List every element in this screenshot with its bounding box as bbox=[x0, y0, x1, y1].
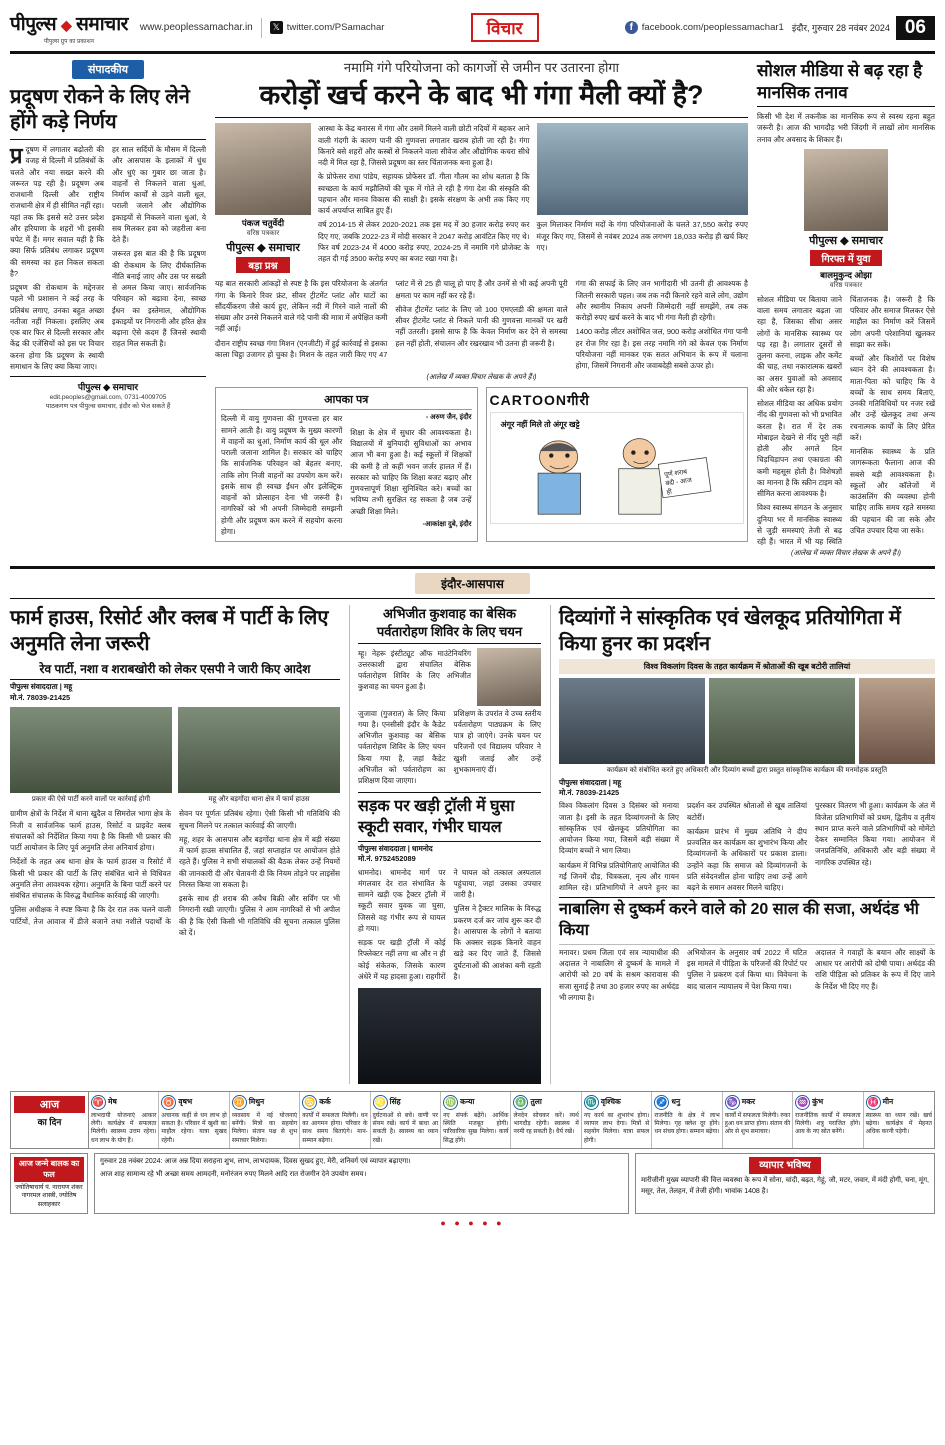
zodiac-scorpio-icon: ♏ bbox=[584, 1095, 599, 1110]
abhijeet-body bbox=[358, 708, 541, 787]
publication-logo bbox=[10, 10, 128, 45]
rule bbox=[358, 841, 541, 842]
panchang-line-1: गुरुवार 28 नवंबर 2024: आज अन्न दिया सराहना शुभ, लाभ, लाभदायक, दिवस सुखद हुए, मेरी, शनिवर्ग एवं व्यापार बढ़ाएगा। bbox=[100, 1158, 411, 1166]
zodiac-gemini-icon: ♊ bbox=[232, 1095, 247, 1110]
lead-top-row bbox=[215, 123, 748, 274]
divyang-headline: दिव्यांगों ने सांस्कृतिक एवं खेलकूद प्रतियोगिता में किया हुनर का प्रदर्शन bbox=[559, 607, 901, 656]
editorial-body bbox=[10, 144, 206, 372]
zodiac-label: वृषभ bbox=[178, 1097, 193, 1107]
right-headline: सोशल मीडिया से बढ़ रहा है मानसिक तनाव bbox=[757, 61, 923, 103]
middle-column bbox=[349, 605, 541, 1083]
svg-text:पूर्ण शराब: पूर्ण शराब bbox=[663, 468, 688, 480]
divyang-body bbox=[559, 800, 935, 893]
letter-1-sign: - अरुण जैन, इंदौर bbox=[425, 414, 472, 422]
abhijeet-photo bbox=[477, 648, 541, 706]
lead-para-3: कुल मिलाकर निर्माण मदों के गंगा परियोजनाओं के चलते 37,550 करोड़ रुपए मंजूर किए गए, जिसमें से नवंबर 2024 तक लगभग 18,033 करोड़ ही खर्च किए गए। bbox=[536, 220, 748, 252]
divyang-photo-2 bbox=[709, 678, 855, 764]
right-body-top bbox=[757, 111, 935, 145]
court-headline: नाबालिग से दुष्कर्म करने वाले को 20 साल की सजा, अर्थदंड भी किया bbox=[559, 901, 919, 940]
rule bbox=[10, 139, 206, 140]
lead-col-b bbox=[537, 219, 749, 253]
scooty-headline: सड़क पर खड़ी ट्रॉली में घुसा स्कूटी सवार, गंभीर घायल bbox=[358, 798, 515, 837]
zodiac-text: लाभदायी योजनाएं आकार लेंगी। कार्यक्षेत्र में सफलता मिलेगी। स्वास्थ्य उत्तम रहेगा। धन लाभ के योग हैं। bbox=[91, 1112, 157, 1144]
river-photo bbox=[537, 123, 749, 215]
lead-body-lower bbox=[215, 278, 748, 371]
right-para-2: सोशल मीडिया का अधिक प्रयोग नींद की गुणवत्ता को भी प्रभावित करता है। रात में देर तक मोबाइल देखने से नींद पूरी नहीं होती और अगले दिन चिड़चिड़ापन तथा एकाग्रता की कमी महसूस होती है। विशेषज्ञों का मानना है कि स्क्रीन टाइम को सीमित करना आवश्यक है। bbox=[757, 399, 842, 499]
cartoon-box bbox=[486, 387, 749, 542]
rule bbox=[559, 944, 935, 945]
zodiac-aquarius-icon: ♒ bbox=[795, 1095, 810, 1110]
farmhouse-phone: मो.नं. 78039-21425 bbox=[10, 692, 71, 702]
divyang-deck: विश्व विकलांग दिवस के तहत कार्यक्रम में श्रोताओं की खूब बटोरी तालियां bbox=[559, 659, 935, 674]
right-author-tag: गिरफ्त में युवा bbox=[810, 250, 883, 266]
lead-para-0: आस्था के केंद्र बनारस में गंगा और उसमें मिलने वाली छोटी नदियों में बहकर आने वाली गंदगी के कारण पानी की गुणवत्ता लगातार खराब होती जा रही है। गंगा किनारे बसे शहरों और कस्बों से निकलने वाला सीवेज और औद्योगिक कचरा सीधे नदी में मिल रहा है, जिससे प्रदूषण का स्तर चिंताजनक बना हुआ है। bbox=[318, 124, 530, 168]
farmhouse-para-4: इसके साथ ही शराब की अवैध बिक्री और सर्विंग पर भी निगरानी रखी जाएगी। पुलिस ने आम नागरिकों से भी अपील की है कि ऐसी किसी भी गतिविधि की सूचना तत्काल पुलिस को दें। bbox=[179, 894, 340, 937]
website-url[interactable]: www.peoplessamachar.in bbox=[139, 22, 253, 33]
divyang-para-1: कार्यक्रम में विभिन्न प्रतियोगिताएं आयोजित की गईं जिनमें दौड़, चित्रकला, नृत्य और गायन शामिल रहे। प्रतिभागियों ने अपने हुनर का प्रदर्शन कर उपस्थित श्रोताओं से खूब तालियां बटोरीं। bbox=[559, 801, 807, 892]
abhijeet-headline: अभिजीत कुशवाह का बेसिक पर्वतारोहण शिविर के लिए चयन bbox=[376, 606, 523, 639]
farmhouse-story bbox=[10, 605, 340, 1083]
rule bbox=[559, 897, 935, 898]
scooty-para-0: धामनोद। धामनोद मार्ग पर मंगलवार देर रात संभावित के सामने खड़ी एक ट्रैक्टर ट्रॉली में स्कूटी सवार युवक जा घुसा, जिससे वह गंभीर रूप से घायल हो गया। bbox=[358, 867, 446, 933]
editorial-para-2: हर साल सर्दियों के मौसम में दिल्ली और आसपास के इलाकों में धुंध और धुएं का गुबार छा जाता है। वाहनों से निकलने वाला धुआं, निर्माण कार्यों से उड़ने वाली धूल, पराली जलाने और औद्योगिक इकाइयों से निकलने वाला धुआं, ये सब मिलकर हवा को जहरीला बना देते हैं। bbox=[112, 145, 206, 244]
horoscope-header bbox=[11, 1092, 89, 1149]
lead-photo-block bbox=[537, 123, 749, 274]
letter-2: शिक्षा के क्षेत्र में सुधार की आवश्यकता है। विद्यालयों में बुनियादी सुविधाओं का अभाव आज भी बना हुआ है। कई स्कूलों में शिक्षकों की कमी है तो कहीं भवन जर्जर हालत में हैं। सरकार को चाहिए कि शिक्षा बजट बढ़ाए और गुणवत्तापूर्ण शिक्षा सुनिश्चित करे। बच्चों का भविष्य तभी सुरक्षित रह सकता है जब उन्हें अच्छी शिक्षा मिले। bbox=[350, 427, 472, 516]
right-body bbox=[757, 294, 935, 548]
rule bbox=[10, 679, 340, 680]
section-title: इंदौर-आसपास bbox=[415, 573, 530, 594]
zodiac-capricorn-icon: ♑ bbox=[725, 1095, 740, 1110]
letters-box bbox=[215, 387, 478, 542]
right-para-0: किसी भी देश में तकनीक का मानसिक रूप से स्वस्थ रहना बहुत जरूरी है। आज की भागदौड़ भरी जिंदगी में लाखों लोग मानसिक तनाव और अवसाद के शिकार हैं। bbox=[757, 112, 935, 144]
editorial-headline: प्रदूषण रोकने के लिए लेने होंगे कड़े निर्णय bbox=[10, 86, 190, 133]
farmhouse-photo-left bbox=[10, 707, 172, 793]
letter-1: दिल्ली में वायु गुणवत्ता की गुणवत्ता हर बार सामने आती है। वायु प्रदूषण के मुख्य कारणों में वाहनों का धुआं, निर्माण कार्य की धूल और पराली जलाना शामिल है। सरकार को चाहिए कि सार्वजनिक परिवहन को बेहतर बनाए, ताकि लोग निजी वाहनों का उपयोग कम करें। इसके साथ ही स्वच्छ ईंधन और इलेक्ट्रिक वाहनों को प्रोत्साहन देना भी जरूरी है। नागरिकों को भी अपनी जिम्मेदारी समझनी होगी और प्रदूषण कम करने में सहयोग करना होगा। bbox=[221, 414, 343, 536]
lead-col-a bbox=[318, 123, 530, 274]
farmhouse-caption-right: महू और बड़गोंदा थाना क्षेत्र में फार्म हाउस bbox=[208, 796, 310, 804]
twitter-handle: twitter.com/PSamachar bbox=[286, 22, 385, 33]
right-author-byline bbox=[757, 233, 935, 290]
zodiac-leo-icon: ♌ bbox=[373, 1095, 388, 1110]
cartoon-image bbox=[490, 412, 745, 524]
author-byline bbox=[215, 217, 311, 274]
zodiac-text: नए कार्य का शुभारंभ होगा। व्यापार लाभ देगा। मित्रों से सहयोग मिलेगा। यात्रा सफल होगी। bbox=[583, 1112, 650, 1144]
zodiac-label: धनु bbox=[671, 1097, 681, 1107]
footer-dots: ● ● ● ● ● bbox=[440, 1217, 505, 1228]
lead-para-7: गंगा की सफाई के लिए जन भागीदारी भी उतनी ही आवश्यक है जितनी सरकारी पहल। जब तक नदी किनारे रहने वाले लोग, उद्योग और स्थानीय निकाय अपनी जिम्मेदारी नहीं समझेंगे, तब तक करोड़ों रुपए खर्च करने के बाद भी गंगा मैली ही रहेगी। bbox=[575, 279, 748, 323]
dateline-group bbox=[792, 16, 935, 40]
farmhouse-para-3: महू, शहर के आसपास और बड़गोंदा थाना क्षेत्र में बड़ी संख्या में फार्म हाउस संचालित हैं, जहां सप्ताहांत पर आयोजन होते रहते हैं। पुलिस ने सभी संचालकों की बैठक लेकर उन्हें नियमों की जानकारी दी और चेतावनी दी कि नियम तोड़ने पर लाइसेंस निरस्त किया जा सकता है। bbox=[179, 834, 340, 889]
abhijeet-para-2: प्रशिक्षण के उपरांत वे उच्च स्तरीय पर्वतारोहण पाठ्यक्रम के लिए पात्र हो जाएंगे। उनके चयन पर परिजनों एवं विद्यालय परिवार ने खुशी जताई और उन्हें शुभकामनाएं दीं। bbox=[453, 708, 541, 774]
zodiac-label: मीन bbox=[882, 1097, 894, 1107]
horoscope-item bbox=[511, 1092, 581, 1149]
birth-box-title: आज जन्मे बालक का फल bbox=[14, 1157, 84, 1181]
court-body bbox=[559, 947, 935, 1003]
zodiac-text: राजनीति के क्षेत्र में लाभ मिलेगा। गृह क्लेश दूर होंगे। धन संचय होगा। सम्मान बढ़ेगा। bbox=[654, 1112, 720, 1136]
zodiac-label: तुला bbox=[530, 1097, 542, 1107]
zodiac-taurus-icon: ♉ bbox=[161, 1095, 176, 1110]
logo-star-icon: ◆ bbox=[60, 17, 72, 33]
horoscope-item bbox=[441, 1092, 511, 1149]
market-forecast bbox=[635, 1153, 935, 1213]
lead-para-2: वर्ष 2014-15 से लेकर 2020-2021 तक इस मद में 30 हजार करोड़ रुपए कर दिए गए, जबकि 2022-23 में मोदी सरकार ने 2047 करोड़ आवंटित किए गए थे। फिर वर्ष 2023-24 में 4000 करोड़ रुपए, 2024-25 में नमामि गंगे प्रोजेक्ट के तहत दी गई 3500 करोड़ रुपए का बजट रखा गया है। bbox=[318, 220, 530, 264]
author-logo: पीपुल्स ◆ समाचार bbox=[226, 242, 300, 255]
svg-text:बंदी - आज: बंदी - आज bbox=[664, 477, 692, 488]
horoscope-item bbox=[723, 1092, 793, 1149]
editorial-column bbox=[10, 60, 206, 558]
farmhouse-para-1: निर्देशों के तहत अब थाना क्षेत्र के फार्म हाउस व रिसोर्ट में किसी भी प्रकार की पार्टी के लिए संबंधित थाने से विधिवत अनुमति लेना आवश्यक रहेगा। अनुमति के बिना पार्टी करने पर संबंधित संचालक के विरुद्ध वैधानिक कार्रवाई की जाएगी। bbox=[10, 857, 171, 900]
divyang-para-3: पुरस्कार वितरण भी हुआ। कार्यक्रम के अंत में विजेता प्रतिभागियों को प्रथम, द्वितीय व तृतीय स्थान प्राप्त करने वाले प्रतिभागियों को मोमेंटो देकर सम्मानित किया गया। आयोजन में जनप्रतिनिधि, अधिकारी और बड़ी संख्या में नागरिक उपस्थित रहे। bbox=[815, 801, 935, 867]
zodiac-label: कन्या bbox=[460, 1097, 475, 1107]
lead-headline: करोड़ों खर्च करने के बाद भी गंगा मैली क्यों है? bbox=[259, 79, 704, 110]
editorial-para-3: जरूरत इस बात की है कि प्रदूषण की रोकथाम के लिए दीर्घकालिक नीति बनाई जाए और उस पर सख्ती से अमल किया जाए। सार्वजनिक परिवहन को बढ़ावा देना, स्वच्छ ईंधन का इस्तेमाल, औद्योगिक इकाइयों पर निगरानी और हरित क्षेत्र बढ़ाना ऐसे कदम हैं जिनसे स्थायी राहत मिल सकती है। bbox=[112, 249, 206, 349]
zodiac-label: कुंभ bbox=[812, 1097, 824, 1107]
scooty-para-2: पुलिस ने ट्रैक्टर मालिक के विरुद्ध प्रकरण दर्ज कर जांच शुरू कर दी है। आसपास के लोगों ने बताया कि अक्सर सड़क किनारे वाहन खड़े कर दिए जाते हैं, जिससे दुर्घटनाओं की आशंका बनी रहती है। bbox=[453, 904, 541, 981]
divyang-para-2: कार्यक्रम प्रारंभ में मुख्य अतिथि ने दीप प्रज्वलित कर कार्यक्रम का शुभारंभ किया और दिव्यांगजनों के अधिकारों पर प्रकाश डाला। उन्होंने कहा कि समाज को दिव्यांगजनों के प्रति संवेदनशील होना चाहिए तथा उन्हें आगे बढ़ने के समान अवसर मिलने चाहिए। bbox=[687, 826, 807, 892]
zodiac-label: सिंह bbox=[389, 1097, 401, 1107]
horoscope-cells bbox=[89, 1092, 934, 1149]
author-photo bbox=[215, 123, 311, 215]
abhijeet-col-a bbox=[358, 648, 471, 706]
divider bbox=[261, 18, 262, 38]
lead-para-8: 1400 करोड़ लीटर अशोधित जल, 900 करोड़ अशोधित गंगा पानी हर रोज गिर रहा है। इस तरह नमामि गंगे को केवल एक निर्माण परियोजना नहीं मानकर एक सतत अभियान के रूप में चलाना होगा, जिसमें निगरानी और जवाबदेही सबसे ऊपर हो। bbox=[575, 327, 748, 371]
facebook-icon: f bbox=[625, 21, 638, 34]
lead-para-6: सीवेज ट्रीटमेंट प्लांट के लिए जो 100 एमएलडी की क्षमता वाले सीवर ट्रीटमेंट प्लांट से निकले पानी की गुणवत्ता मानकों पर खरी नहीं उतरती। इससे साफ है कि केवल निर्माण कर देने से समस्या हल नहीं होती, संचालन और रखरखाव भी उतना ही जरूरी है। bbox=[395, 304, 568, 348]
zodiac-virgo-icon: ♍ bbox=[443, 1095, 458, 1110]
birth-box bbox=[10, 1153, 88, 1213]
court-para-2: अदालत ने गवाहों के बयान और साक्ष्यों के आधार पर आरोपी को दोषी पाया। अर्थदंड की राशि पीड़िता को प्रतिकर के रूप में दिए जाने के निर्देश भी दिए गए हैं। bbox=[815, 947, 935, 991]
twitter-link[interactable] bbox=[270, 21, 385, 34]
zodiac-text: स्वास्थ्य का ध्यान रखें। खर्च बढ़ेगा। कार्यक्षेत्र में मेहनत अधिक करनी पड़ेगी। bbox=[865, 1112, 932, 1136]
zodiac-text: अचानक कहीं से धन लाभ हो सकता है। परिवार में खुशी का माहौल रहेगा। यात्रा सुखद रहेगी। bbox=[161, 1112, 227, 1144]
zodiac-text: राजनीतिक कार्यों में सफलता मिलेगी। शत्रु पराजित होंगे। आय के नए स्रोत बनेंगे। bbox=[795, 1112, 861, 1136]
right-credit: (आलेख में व्यक्त विचार लेखक के अपने हैं।) bbox=[791, 550, 901, 558]
page-number: 06 bbox=[896, 16, 935, 40]
contact-email[interactable]: edit.peoples@gmail.com, 0731-4009705 bbox=[49, 394, 167, 401]
contact-note: पाठकगण पत्र पीपुल्स समाचार, इंदौर को भेज सकते हैं bbox=[45, 403, 171, 411]
logo-text-1: पीपुल्स bbox=[10, 14, 57, 35]
horoscope-item bbox=[864, 1092, 934, 1149]
divyang-phone: मो.नं. 78039-21425 bbox=[559, 787, 620, 797]
abhijeet-para-0: म्हू। नेहरू इंस्टीट्यूट ऑफ माउंटेनियरिंग उत्तरकाशी द्वारा संचालित बेसिक पर्वतारोहण शिविर के लिए अभिजीत कुशवाह का चयन हुआ है। bbox=[358, 648, 471, 692]
scooty-para-1: सड़क पर खड़ी ट्रॉली में कोई रिफ्लेक्टर नहीं लगा था और न ही कोई संकेतक, जिसके कारण अंधेरे में यह हादसा हुआ। राहगीरों ने घायल को तत्काल अस्पताल पहुंचाया, जहां उसका उपचार जारी है। bbox=[358, 867, 541, 981]
abhijeet-para-1: जुजावा (गुजरात) के लिए किया गया है। एनसीसी इंदौर के कैडेट अभिजीत कुशवाह का बेसिक पर्वतारोहण शिविर के लिए चयन किया गया है, जहां कैडेट अभिजीत को पर्वतारोहण का प्रशिक्षण दिया जाएगा। bbox=[358, 708, 446, 786]
farmhouse-caption-left: प्रकार की ऐसे पार्टी करने वालों पर कार्रवाई होगी bbox=[31, 796, 151, 804]
farmhouse-correspondent-name: पीपुल्स संवाददाता | महू bbox=[10, 682, 73, 692]
editorial-tag-wrap bbox=[10, 60, 206, 79]
twitter-icon: 𝕏 bbox=[270, 21, 283, 34]
editorial-para-0: प्रदूषण में लगातार बढ़ोतरी की वजह से दिल्ली में प्रतिबंधों के चलते और नया सख्त करने की जरूरत पड़ रही है। प्रदूषण अब राजधानी दिल्ली और राष्ट्रीय राजधानी क्षेत्र में ही सीमित नहीं रहा। यहां तक कि इससे सटे उत्तर प्रदेश और हरियाणा के शहरों भी इसकी चपेट में हैं। मगर सवाल यही है कि क्या सिर्फ प्रतिबंध लगाकर प्रदूषण की समस्या का हल निकल सकता है? bbox=[10, 143, 104, 278]
horoscope-item bbox=[371, 1092, 441, 1149]
market-text: मारीजीनी मुख्य व्यापारी की वित्त व्यवस्था के रूप में सोना, चांदी, बढ़त, गेहूं, जौ, मटर, जवार, में मंदी होगी, चना, मूंग, मसूर, तेल, तेलहन, में तेजी होगी। भावांक 1408 है। bbox=[641, 1177, 929, 1195]
letters-title: आपका पत्र bbox=[221, 392, 472, 410]
rule bbox=[358, 792, 541, 793]
right-para-5: मानसिक स्वास्थ्य के प्रति जागरूकता फैलाना आज की सबसे बड़ी आवश्यकता है। स्कूलों और कॉलेजों में काउंसलिंग की व्यवस्था होनी चाहिए ताकि समय रहते समस्या की पहचान की जा सके और उचित उपचार दिया जा सके। bbox=[850, 447, 935, 535]
zodiac-cancer-icon: ♋ bbox=[302, 1095, 317, 1110]
court-para-1: अभियोजन के अनुसार वर्ष 2022 में घटित इस मामले में पीड़िता के परिजनों की रिपोर्ट पर पुलिस ने प्रकरण दर्ज किया था। विवेचना के बाद चालान न्यायालय में पेश किया गया। bbox=[687, 947, 807, 991]
farmhouse-para-0: ग्रामीण क्षेत्रों के निर्देश में थाना खुदैल व सिमरोल भागा क्षेत्र के निजी व सार्वजनिक फार्म हाउस, रिसोर्ट व प्राइवेट क्लब संचालकों को निर्देशित किया गया है कि किसी भी प्रकार की पार्टी आयोजन के लिए पूर्व अनुमति लेना अनिवार्य होगा। bbox=[10, 809, 171, 852]
divyang-photo-1 bbox=[559, 678, 705, 764]
rule bbox=[358, 643, 541, 644]
right-para-4: बच्चों और किशोरों पर विशेष ध्यान देने की आवश्यकता है। माता-पिता को चाहिए कि वे बच्चों के साथ समय बिताएं, उनकी गतिविधियों पर नजर रखें और उन्हें खेलकूद तथा अन्य रचनात्मक कार्यों के लिए प्रेरित करें। bbox=[850, 354, 935, 442]
letters-cartoon-row bbox=[215, 382, 748, 542]
horoscope-item bbox=[793, 1092, 863, 1149]
farmhouse-headline: फार्म हाउस, रिसोर्ट और क्लब में पार्टी के लिए अनुमति लेना जरूरी bbox=[10, 607, 329, 656]
lead-kicker: नमामि गंगे परियोजना को कागजों से जमीन पर उतारना होगा bbox=[343, 60, 620, 75]
right-author-logo: पीपुल्स ◆ समाचार bbox=[809, 234, 883, 247]
lead-para-5: दौरान राष्ट्रीय स्वच्छ गंगा मिशन (एनजीटी) में हुई कार्रवाई से इसका काला चिट्ठा उजागर हो चुका है। मिशन के तहत जारी किए गए 47 प्लांट में से 25 ही चालू हो पाए हैं और उनमें से भी कई अपनी पूरी क्षमता पर काम नहीं कर रहे हैं। bbox=[215, 279, 568, 359]
lead-credit: (आलेख में व्यक्त विचार लेखक के अपने हैं।) bbox=[426, 374, 537, 382]
right-author-role: वरिष्ठ पत्रकार bbox=[829, 281, 863, 289]
scooty-photo bbox=[358, 988, 541, 1084]
author-role: वरिष्ठ पत्रकार bbox=[246, 230, 280, 238]
contact-logo: पीपुल्स ◆ समाचार bbox=[77, 382, 139, 392]
author-logo-wrap bbox=[215, 240, 311, 274]
horoscope-strip bbox=[10, 1091, 935, 1150]
zodiac-text: कार्यों में सफलता मिलेगी। रुका हुआ धन प्राप्त होगा। संतान की ओर से शुभ समाचार। bbox=[724, 1112, 791, 1136]
letter-2-sign: -आकांक्षा दुबे, इंदौर bbox=[422, 520, 472, 528]
editorial-tag: संपादकीय bbox=[72, 60, 144, 79]
right-para-3: विश्व स्वास्थ्य संगठन के अनुसार दुनिया भर में मानसिक स्वास्थ्य से जुड़ी समस्याएं तेजी से बढ़ रही हैं। भारत में भी यह स्थिति चिंताजनक है। जरूरी है कि परिवार और समाज मिलकर ऐसे माहौल का निर्माण करें जिसमें लोग अपनी परेशानियां खुलकर साझा कर सकें। bbox=[757, 294, 935, 547]
farmhouse-body bbox=[10, 808, 340, 938]
masthead bbox=[10, 6, 935, 51]
horoscope-item bbox=[230, 1092, 300, 1149]
zodiac-pisces-icon: ♓ bbox=[866, 1095, 881, 1110]
zodiac-label: मेष bbox=[108, 1097, 117, 1107]
logo-subtitle: पीपुल्स ग्रुप का प्रकाशन bbox=[43, 39, 95, 45]
divyang-para-0: विश्व विकलांग दिवस 3 दिसंबर को मनाया जाता है। इसी के तहत दिव्यांगजनों के लिए सांस्कृतिक एवं खेलकूद प्रतियोगिता का आयोजन किया गया, जिसमें बड़ी संख्या में दिव्यांग बच्चों ने भाग लिया। bbox=[559, 801, 679, 856]
panchang-line-2: आज शाह सामान्य रहे भी अच्छा समय आमदनी, मनोरंजन रुपए मिलने आदि रात रोजगीन देने उपयोग समय। bbox=[100, 1170, 367, 1178]
zodiac-label: वृश्चिक bbox=[600, 1097, 621, 1107]
cartoon-title: CARTOONगीरी bbox=[489, 392, 590, 409]
zodiac-label: मिथुन bbox=[248, 1097, 265, 1107]
scooty-body bbox=[358, 867, 541, 984]
right-author-name: बालमुकुन्द ओझा bbox=[820, 269, 872, 280]
masthead-rule bbox=[10, 51, 935, 54]
zodiac-sagittarius-icon: ♐ bbox=[654, 1095, 669, 1110]
author-section-tag: बड़ा प्रश्न bbox=[236, 257, 289, 273]
panchang-text bbox=[94, 1153, 629, 1213]
editorial-para-1: प्रदूषण की रोकथाम के मद्देनजर पहले भी प्रशासन ने कई तरह के प्रतिबंध लगाए, उनका बहुत अच्छा नतीजा नहीं निकला। इसलिए अब एक बार फिर से दिल्ली सरकार और केंद्र की एजेंसियों को इस पर विचार करना होगा कि प्रदूषण के स्थायी समाधान के लिए क्या किया जाए। bbox=[10, 283, 104, 371]
zodiac-text: नए संपर्क बढ़ेंगे। आर्थिक स्थिति मजबूत होगी। पारिवारिक सुख मिलेगा। कार्य सिद्ध होंगे। bbox=[443, 1112, 509, 1144]
rule bbox=[757, 106, 935, 107]
svg-text:ही: ही bbox=[665, 488, 672, 497]
author-name: पंकज चतुर्वेदी bbox=[241, 218, 285, 229]
zodiac-text: लेनदेन सोचकर करें। व्यर्थ भागदौड़ रहेगी। स्वास्थ्य में नरमी रह सकती है। धैर्य रखें। bbox=[513, 1112, 579, 1136]
lead-para-4: यह बात सरकारी आंकड़ों से स्पष्ट है कि इस परियोजना के अंतर्गत गंगा के किनारे रिवर फ्रंट, सीवर ट्रीटमेंट प्लांट और घाटों का सौंदर्यीकरण जैसे कार्य हुए, लेकिन नदी में गिरने वाले नालों की संख्या और उनसे निकलने वाले गंदे पानी की मात्रा में अपेक्षित कमी नहीं आई। bbox=[215, 279, 388, 334]
zodiac-text: दुर्घटनाओं से बचें। वाणी पर संयम रखें। कार्य में बाधा आ सकती है। स्वास्थ्य का ध्यान रखें। bbox=[372, 1112, 439, 1144]
farmhouse-photos bbox=[10, 707, 340, 804]
court-para-0: मनावर। प्रथम जिला एवं सत्र न्यायाधीश की अदालत ने नाबालिग से दुष्कर्म के मामले में आरोपी को 20 वर्ष के सश्रम कारावास की सजा सुनाई है तथा 30 हजार रुपए का अर्थदंड भी लगाया है। bbox=[559, 947, 679, 1002]
horoscope-item bbox=[652, 1092, 722, 1149]
farmhouse-correspondent bbox=[10, 682, 340, 692]
section-band bbox=[10, 573, 935, 594]
zodiac-text: व्यवसाय में नई योजनाएं बनेंगी। मित्रों का सहयोग मिलेगा। संतान पक्ष से शुभ समाचार मिलेगा। bbox=[231, 1112, 298, 1144]
section-badge: विचार bbox=[471, 13, 539, 42]
horoscope-item bbox=[582, 1092, 652, 1149]
horoscope-title-mid: का दिन bbox=[37, 1116, 62, 1127]
right-para-1: सोशल मीडिया पर बिताया जाने वाला समय लगातार बढ़ता जा रहा है, जिसका सीधा असर लोगों के मानसिक स्वास्थ्य पर पड़ रहा है। लगातार दूसरों से तुलना करना, लाइक और कमेंट की चाह, तथा नकारात्मक खबरों का असर युवाओं को अवसाद की ओर धकेल रहा है। bbox=[757, 294, 842, 394]
horoscope-item bbox=[159, 1092, 229, 1149]
divyang-caption: कार्यक्रम को संबोधित करते हुए अधिकारी और दिव्यांग बच्चों द्वारा प्रस्तुत सांस्कृतिक कार्यक्रम की मनमोहक प्रस्तुति bbox=[606, 767, 888, 775]
editorial-contact bbox=[10, 376, 206, 412]
zodiac-text: कार्यों में सफलता मिलेगी। धन का आगमन होगा। परिवार के साथ समय बिताएंगे। मान-सम्मान बढ़ेगा। bbox=[302, 1112, 368, 1144]
farmhouse-photo-right bbox=[178, 707, 340, 793]
rule bbox=[215, 117, 748, 118]
dateline: इंदौर, गुरुवार 28 नवंबर 2024 bbox=[791, 23, 890, 33]
farmhouse-deck: रेव पार्टी, नशा व शराबखोरी को लेकर एसपी ने जारी किए आदेश bbox=[39, 662, 311, 677]
right-author-photo bbox=[804, 149, 888, 231]
divyang-photo-3 bbox=[859, 678, 935, 764]
mental-health-column bbox=[757, 60, 935, 558]
zodiac-label: मकर bbox=[741, 1097, 756, 1107]
scooty-phone: मो.नं. 9752452089 bbox=[358, 854, 416, 864]
abhijeet-top bbox=[358, 648, 541, 706]
divyang-column bbox=[550, 605, 935, 1083]
scooty-correspondent: पीपुल्स संवाददाता | धामनोद bbox=[358, 843, 433, 853]
lead-para-1: के प्रोफेसर राधा पांडेय, सहायक प्रोफेसर डॉ. गीता गौतम का शोध बताता है कि स्वच्छता के कार्य मझौलियों की चूक में गोते ले रही है गंगा देश की संस्कृति की पहचान और मानव विकास की साक्षी है। इसके संरक्षण के अभी तक किए गए कार्य अपर्याप्त साबित हुए हैं। bbox=[318, 172, 530, 216]
facebook-handle: facebook.com/peoplessamachar1 bbox=[641, 22, 784, 33]
lead-story-column bbox=[215, 60, 748, 558]
facebook-link[interactable] bbox=[625, 21, 784, 34]
bottom-strip bbox=[10, 1153, 935, 1213]
logo-text-2: समाचार bbox=[76, 14, 128, 35]
farmhouse-para-2: पुलिस अधीक्षक ने स्पष्ट किया है कि देर रात तक चलने वाली पार्टियों, तेज आवाज में डीजे बजाने तथा नशीले पदार्थों के सेवन पर पूर्णतः प्रतिबंध रहेगा। ऐसी किसी भी गतिविधि की सूचना मिलने पर तत्काल कार्रवाई की जाएगी। bbox=[10, 809, 340, 926]
local-news-section bbox=[10, 605, 935, 1083]
zodiac-label: कर्क bbox=[319, 1097, 331, 1107]
section-badge-wrap bbox=[392, 13, 616, 42]
horoscope-item bbox=[300, 1092, 370, 1149]
divyang-correspondent: पीपुल्स संवाददाता | महू bbox=[559, 777, 622, 787]
cartoon-caption: अंगूर नहीं मिले तो अंगूर खट्टे bbox=[500, 420, 580, 430]
zodiac-aries-icon: ♈ bbox=[91, 1095, 106, 1110]
horoscope-title-top: आज bbox=[14, 1096, 85, 1113]
horoscope-item bbox=[89, 1092, 159, 1149]
author-block bbox=[215, 123, 311, 274]
letters-body bbox=[221, 413, 472, 537]
birth-box-text: ज्योतिषाचार्य पं. नारायण शंकर नागरमल शास्त्री, ज्योतिष सलाहकार bbox=[15, 1183, 83, 1208]
section-divider bbox=[10, 566, 935, 599]
zodiac-libra-icon: ♎ bbox=[513, 1095, 528, 1110]
top-section bbox=[10, 60, 935, 558]
market-title: व्यापार भविष्य bbox=[749, 1157, 820, 1174]
divyang-photos bbox=[559, 678, 935, 764]
